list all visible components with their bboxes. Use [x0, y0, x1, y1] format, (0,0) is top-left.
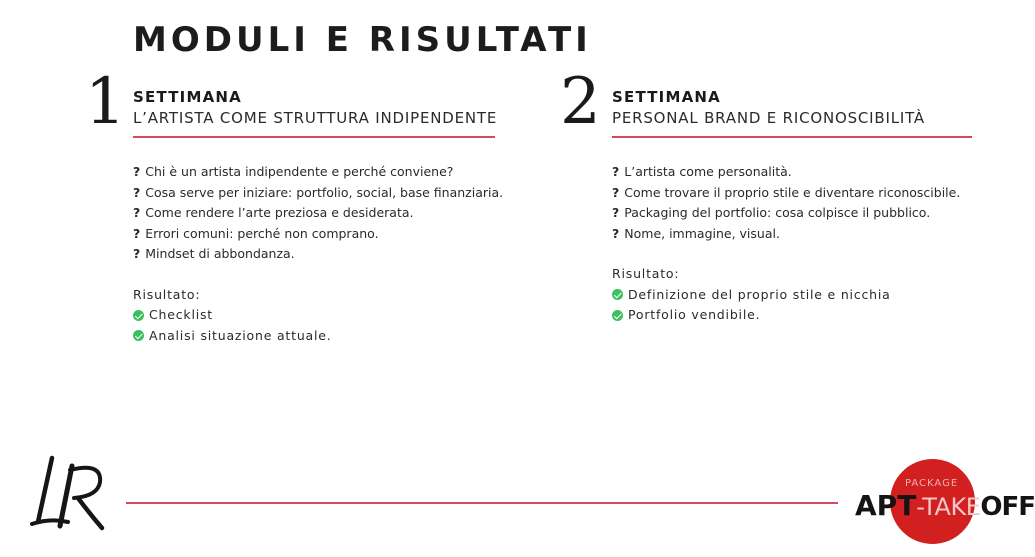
- result-label: Risultato:: [133, 286, 201, 302]
- check-circle-icon: [612, 289, 623, 300]
- question-mark-icon: ?: [133, 184, 141, 200]
- question-mark-icon: ?: [612, 225, 620, 241]
- package-name: APT-TAKEOFF: [855, 489, 1035, 522]
- result-item: Definizione del proprio stile e nicchia: [612, 285, 992, 306]
- module-content: [612, 162, 992, 326]
- result-item: Checklist: [133, 305, 513, 326]
- question-mark-icon: ?: [612, 164, 620, 179]
- module-header: [133, 88, 498, 138]
- check-circle-icon: [612, 310, 623, 321]
- question-item: ? Nome, immagine, visual.: [612, 225, 780, 241]
- footer-divider: [126, 502, 838, 504]
- question-item: ? Errori comuni: perché non comprano.: [133, 225, 379, 241]
- question-item: ? Come trovare il proprio stile e diventare riconoscibile.: [612, 184, 961, 200]
- module-number: 1: [85, 65, 126, 139]
- module-subtitle: PERSONAL BRAND E RICONOSCIBILITÀ: [612, 109, 925, 127]
- module-content: [133, 162, 513, 346]
- question-item: ? Cosa serve per iniziare: portfolio, social, base finanziaria.: [133, 184, 504, 200]
- question-mark-icon: ?: [612, 184, 620, 200]
- question-mark-icon: ?: [133, 246, 141, 261]
- question-item: ? L’artista come personalità.: [612, 164, 792, 179]
- module-header: [612, 88, 972, 138]
- question-item: ? Chi è un artista indipendente e perché conviene?: [133, 164, 454, 179]
- question-mark-icon: ?: [612, 205, 620, 220]
- result-item: Portfolio vendibile.: [612, 305, 992, 326]
- question-item: ? Packaging del portfolio: cosa colpisce il pubblico.: [612, 205, 931, 220]
- question-mark-icon: ?: [133, 164, 141, 179]
- week-label: SETTIMANA: [133, 88, 242, 106]
- lr-logo: [30, 452, 110, 536]
- question-mark-icon: ?: [133, 225, 141, 241]
- week-label: SETTIMANA: [612, 88, 721, 106]
- result-label: Risultato:: [612, 266, 680, 281]
- question-item: ? Come rendere l’arte preziosa e desiderata.: [133, 205, 414, 220]
- check-circle-icon: [133, 310, 144, 321]
- module-subtitle: L’ARTISTA COME STRUTTURA INDIPENDENTE: [133, 109, 498, 127]
- header-divider: [612, 136, 972, 138]
- result-item: Analisi situazione attuale.: [133, 326, 513, 347]
- question-mark-icon: ?: [133, 205, 141, 220]
- header-divider: [133, 136, 495, 138]
- question-item: ? Mindset di abbondanza.: [133, 246, 295, 261]
- package-label: PACKAGE: [905, 478, 959, 489]
- module-number: 2: [560, 65, 601, 139]
- check-circle-icon: [133, 330, 144, 341]
- page-title: MODULI E RISULTATI: [133, 20, 592, 60]
